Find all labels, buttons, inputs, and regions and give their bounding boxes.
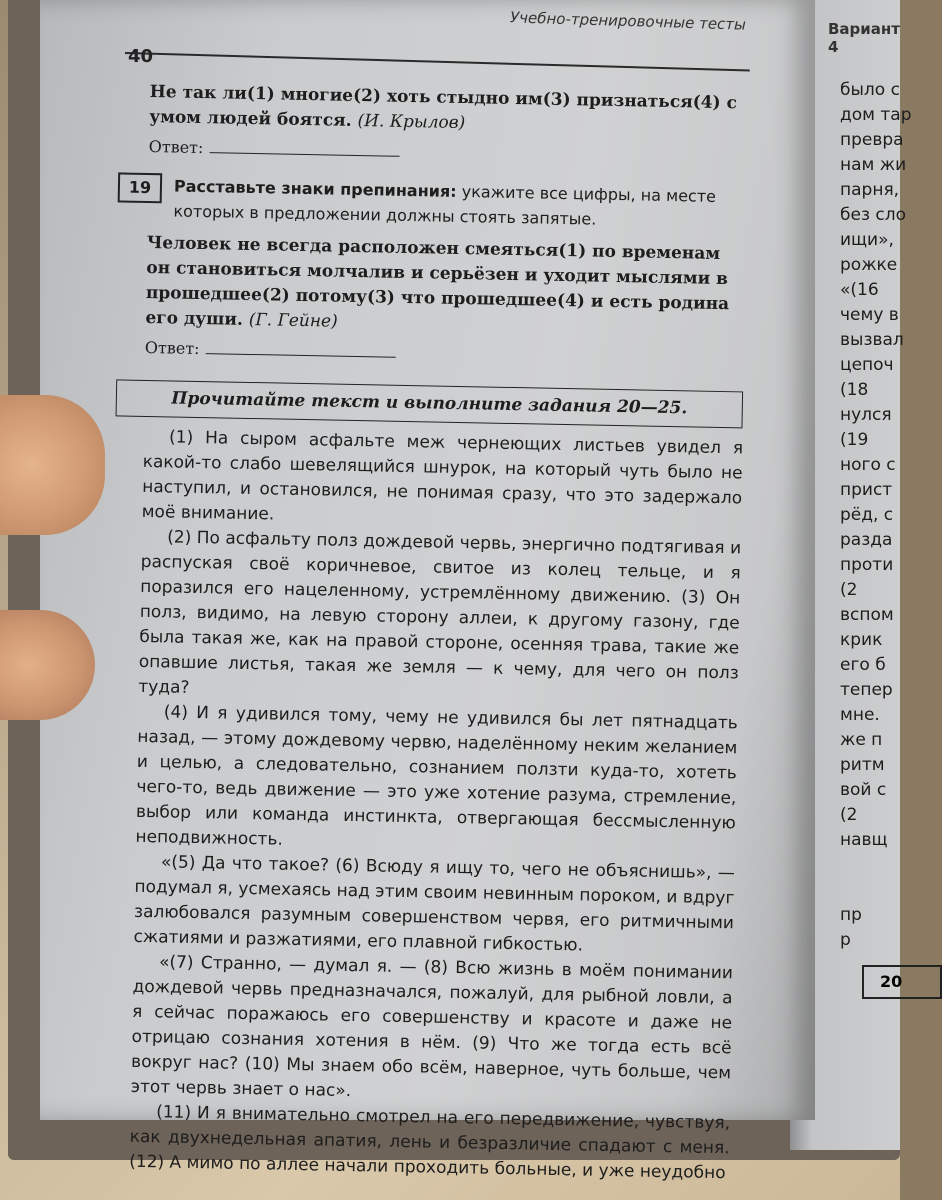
task19-sentence [145, 231, 747, 343]
task18-text: Не так ли(1) многие(2) хоть стыдно им(3) признаться(4) с умом людей боятся. [149, 81, 738, 131]
right-column-line: тепер [840, 680, 893, 700]
text-paragraph: (4) И я удивился тому, чему не удивился бы лет пятнадцать назад, — этому дождевому червю, наделённому неким желанием и целью, а следовательно, сознанием ползти куда-то, хотеть чего-то, ведь движение — это уже хотение разума, стремление, выбор или команда инстинкта, отвергающая бессмысленную неподвижность. [135, 702, 738, 850]
right-column-line: (2 [840, 805, 858, 825]
right-column-line: рёд, с [840, 505, 894, 525]
right-column-line: же п [840, 730, 883, 750]
right-column-line: мне. [840, 705, 880, 725]
right-column-line: проти [840, 555, 894, 575]
right-column-line: рожке [840, 255, 898, 275]
right-column-line: без сло [840, 205, 906, 225]
task19-instruction [173, 173, 748, 234]
right-column-line [840, 853, 910, 878]
page-content [129, 80, 750, 1186]
right-column-line: ного с [840, 455, 896, 475]
running-head: Учебно-тренировочные тесты [509, 8, 747, 34]
right-column-line: дом тар [840, 105, 912, 125]
task18-author: (И. Крылов) [357, 110, 466, 134]
answer-label: Ответ: [144, 337, 200, 358]
answer-line[interactable] [209, 138, 399, 157]
right-column-line: крик [840, 630, 883, 650]
task18-sentence [149, 80, 750, 142]
text-paragraph: (2) По асфальту полз дождевой червь, энергично подтягивая и распуская своё коричневое, свитое из колец тельце, и я поразился его нацеленному, устремлённому движению. (3) Он полз, видимо, на левую сторону аллеи, к другому газону, где была такая же, как на правой стороне, осенняя трава, такие же опавшие листья, такая же земля — к чему, для чего он полз туда? [138, 527, 742, 698]
right-column-line: навщ [840, 830, 888, 850]
right-running-head: Вариант 4 [828, 20, 900, 56]
right-column-line [840, 878, 910, 903]
right-column-line: (18 [840, 380, 869, 400]
right-task-box: 20 [862, 965, 942, 999]
answer-label: Ответ: [148, 136, 204, 158]
right-page-column [840, 78, 910, 953]
right-column-line: р [840, 930, 851, 950]
text-paragraph: (1) На сыром асфальте меж чернеющих листьев увидел я какой-то слабо шевелящийся шнурок, на который чуть было не наступил, и остановился, не понимая сразу, что это задержало моё внимание. [141, 427, 744, 525]
thumb [0, 395, 105, 535]
right-column-line: (2 [840, 580, 858, 600]
right-column-line: вой с [840, 780, 887, 800]
task-number-box: 19 [118, 172, 163, 203]
right-column-line: вызвал [840, 330, 904, 350]
reading-banner: Прочитайте текст и выполните задания 20—25. [116, 379, 744, 428]
task19-text: Человек не всегда расположен смеяться(1) по временам он становиться молчалив и серьёзен и уходит мыслями в прошедшее(2) потому(3) что прошедшее(4) и есть родина его души. [145, 232, 730, 330]
answer-line[interactable] [205, 339, 395, 358]
right-column-line: ищи», [840, 230, 894, 250]
right-column-line: разда [840, 530, 893, 550]
right-column-line: чему в [840, 305, 899, 325]
right-column-line: цепоч [840, 355, 894, 375]
text-paragraph: «(5) Да что такое? (6) Всюду я ищу то, чего не объяснишь», — подумал я, усмехаясь над этим своим невинным пороком, и вдруг залюбовался разумным совершенством червя, его ритмичными сжатиями и разжатиями, его плавной гибкостью. [133, 852, 736, 956]
right-column-line: его б [840, 655, 886, 675]
right-column-line: вспом [840, 605, 894, 625]
page-number: 40 [128, 46, 154, 67]
right-column-line: ритм [840, 755, 885, 775]
right-column-line: прист [840, 480, 893, 500]
right-column-line: нам жи [840, 155, 907, 175]
task19 [128, 173, 748, 235]
text-paragraph: (11) И я внимательно смотрел на его передвижение, чувствуя, как двухнедельная апатия, лень и безразличие спадают с меня. (12) А мимо по аллее начали проходить больные, и уже неудобно [129, 1102, 731, 1184]
instruction-rest: укажите все цифры, на месте которых в предложении должны стоять запятые. [173, 181, 717, 229]
right-column-line: парня, [840, 180, 900, 200]
right-column-line: «(16 [840, 280, 879, 300]
task19-author: (Г. Гейне) [248, 309, 338, 332]
right-column-line: пр [840, 905, 862, 925]
instruction-bold: Расставьте знаки препинания: [173, 176, 457, 201]
right-column-line: нулся [840, 405, 892, 425]
text-paragraph: «(7) Странно, — думал я. — (8) Всю жизнь в моём понимании дождевой червь предназначался, пожалуй, для рыбной ловли, а я сейчас поражаюсь его совершенству и красоте и даже не отрицаю сознания хотения в нём. (9) Что же тогда есть всё вокруг нас? (10) Мы знаем обо всём, наверное, чуть больше, чем этот червь знает о нас». [130, 952, 734, 1102]
right-column-line: превра [840, 130, 904, 150]
right-column-line: (19 [840, 430, 869, 450]
right-column-line: было с [840, 80, 900, 100]
